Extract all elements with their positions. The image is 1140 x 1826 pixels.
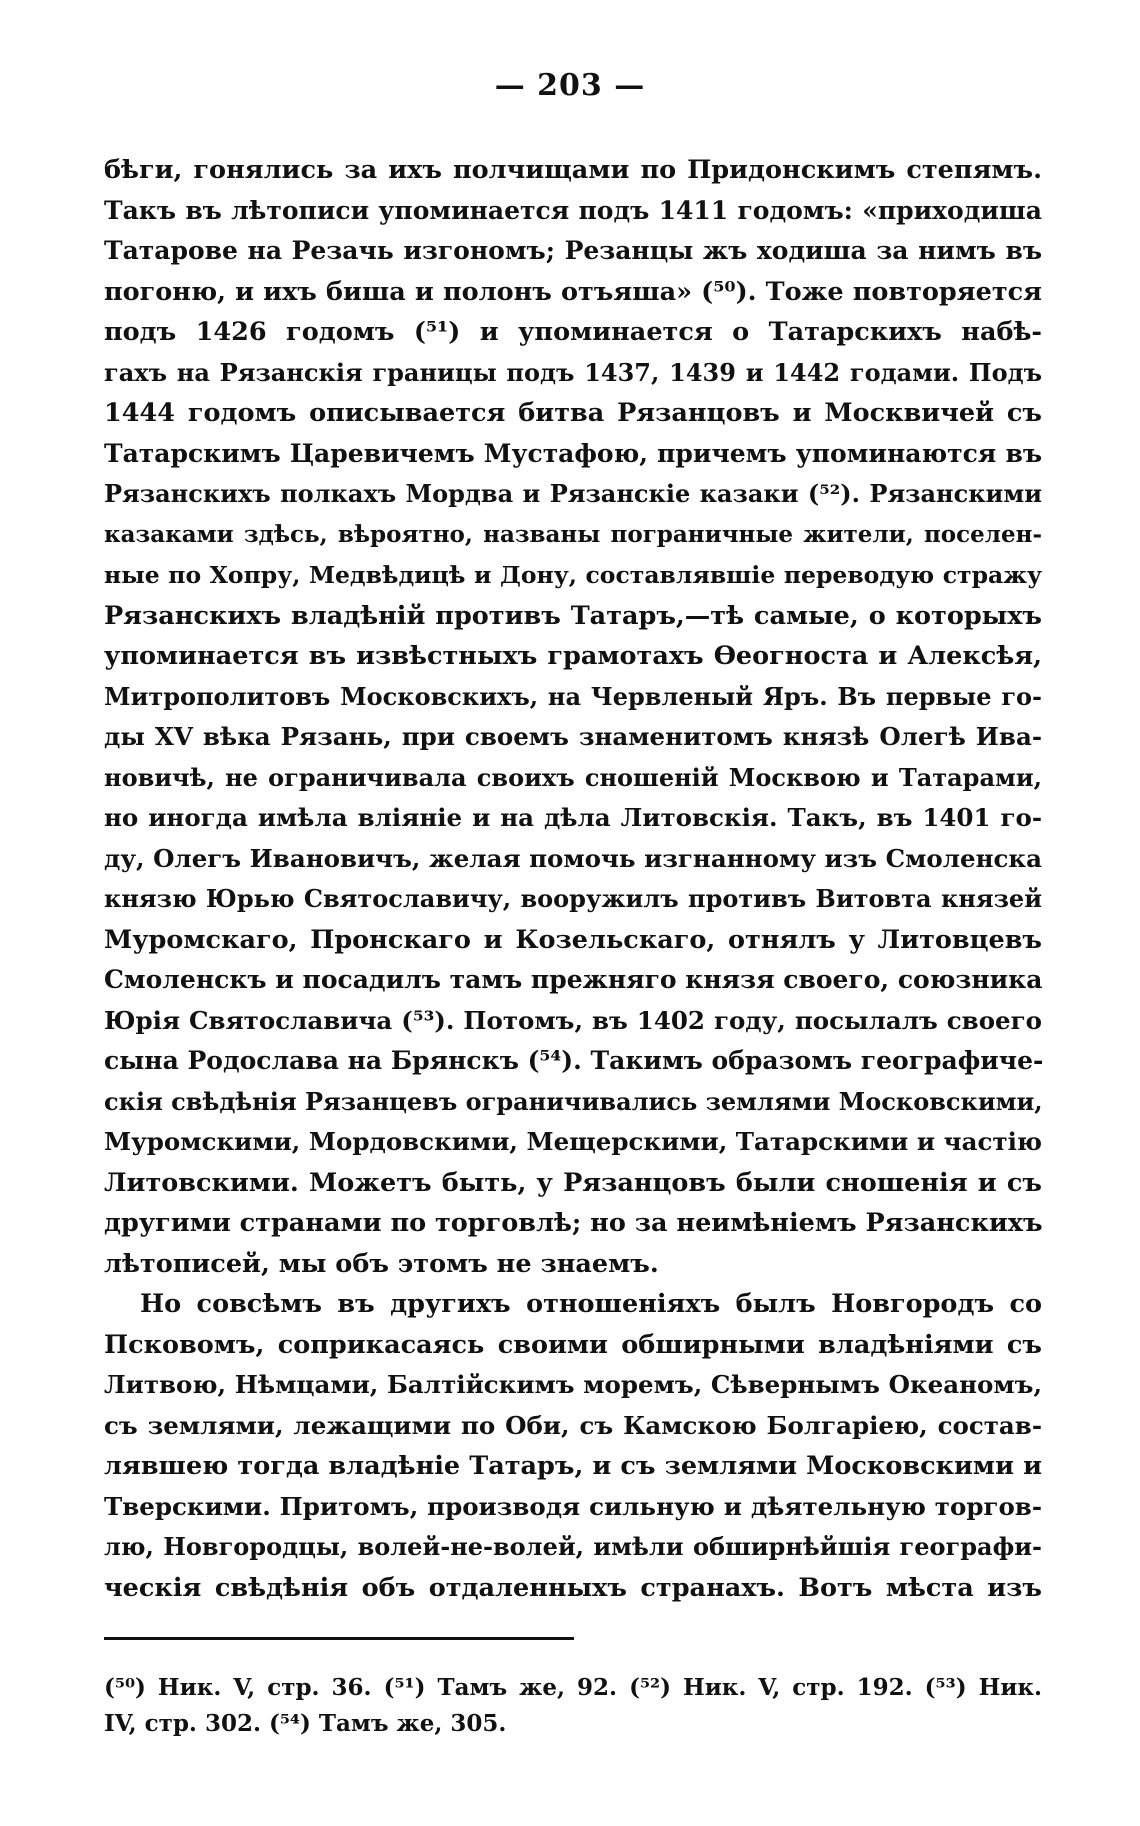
text-line: бѣги, гонялись за ихъ полчищами по Придонскимъ степямъ.	[104, 155, 1042, 185]
footnote-line: IV, стр. 302. (⁵⁴) Тамъ же, 305.	[104, 1710, 507, 1737]
text-line: сына Родослава на Брянскъ (⁵⁴). Такимъ образомъ географиче-	[104, 1046, 1044, 1075]
text-line: лявшею тогда владѣніе Татаръ, и съ землями Московскими и	[104, 1451, 1042, 1481]
text-line: Муромскаго, Пронскаго и Козельскаго, отнялъ у Литовцевъ	[104, 924, 1042, 955]
text-line: ды XV вѣка Рязань, при своемъ знаменитомъ князѣ Олегѣ Ива-	[104, 722, 1042, 751]
text-line: скія свѣдѣнія Рязанцевъ ограничивались землями Московскими,	[104, 1086, 1043, 1116]
body-text	[104, 150, 1042, 1608]
text-line: подъ 1426 годомъ (⁵¹) и упоминается о Татарскихъ набѣ-	[104, 317, 1042, 347]
text-line: Митрополитовъ Московскихъ, на Червленый Яръ. Въ первые го-	[104, 681, 1042, 711]
text-line: новичѣ, не ограничивала своихъ сношеній Москвою и Татарами,	[104, 762, 1042, 792]
text-line: Литовскими. Можетъ быть, у Рязанцовъ были сношенія и съ	[104, 1167, 1042, 1198]
text-line: Татарскимъ Царевичемъ Мустафою, причемъ упоминаются въ	[104, 438, 1042, 468]
text-line: Смоленскъ и посадилъ тамъ прежняго князя своего, союзника	[104, 965, 1043, 994]
text-line: ду, Олегъ Ивановичъ, желая помочь изгнанному изъ Смоленска	[104, 843, 1042, 873]
text-line: погоню, и ихъ биша и полонъ отъяша» (⁵⁰). Тоже повторяется	[104, 276, 1042, 307]
text-line-paragraph-start: Но совсѣмъ въ другихъ отношеніяхъ былъ Новгородъ со	[140, 1289, 1042, 1319]
text-line: 1444 годомъ описывается битва Рязанцовъ и Москвичей съ	[104, 398, 1042, 428]
text-line: казаками здѣсь, вѣроятно, названы пограничные жители, поселен-	[104, 520, 1042, 548]
text-line: Такъ въ лѣтописи упоминается подъ 1411 годомъ: «приходиша	[104, 195, 1042, 225]
text-line: Татарове на Резачь изгономъ; Резанцы жъ ходиша за нимъ въ	[104, 236, 1042, 265]
text-line: Тверскими. Притомъ, производя сильную и дѣятельную торгов-	[104, 1491, 1042, 1521]
text-line: Литвою, Нѣмцами, Балтійскимъ моремъ, Сѣвернымъ Океаномъ,	[104, 1370, 1042, 1399]
text-line: упоминается въ извѣстныхъ грамотахъ Ѳеогноста и Алексѣя,	[104, 641, 1042, 671]
text-line: князю Юрью Святославичу, вооружилъ противъ Витовта князей	[104, 884, 1042, 913]
text-line-paragraph-end: лѣтописей, мы объ этомъ не знаемъ.	[104, 1248, 659, 1279]
text-line: Муромскими, Мордовскими, Мещерскими, Татарскими и частію	[104, 1127, 1042, 1156]
text-line: Юрія Святославича (⁵³). Потомъ, въ 1402 году, посылалъ своего	[104, 1005, 1042, 1035]
text-line: Рязанскихъ полкахъ Мордва и Рязанскіе казаки (⁵²). Рязанскими	[104, 479, 1042, 508]
text-line: лю, Новгородцы, волей-не-волей, имѣли обширнѣйшія географи-	[104, 1532, 1042, 1561]
page-number: — 203 —	[494, 68, 646, 103]
text-line: ческія свѣдѣнія объ отдаленныхъ странахъ. Вотъ мѣста изъ	[104, 1572, 1042, 1603]
text-line: гахъ на Рязанскія границы подъ 1437, 1439 и 1442 годами. Подъ	[104, 357, 1042, 387]
footnote-divider	[104, 1637, 574, 1640]
text-line: съ землями, лежащими по Оби, съ Камскою Болгаріею, состав-	[104, 1410, 1042, 1440]
text-line: Рязанскихъ владѣній противъ Татаръ,—тѣ самые, о которыхъ	[104, 600, 1042, 631]
text-line: но иногда имѣла вліяніе и на дѣла Литовскія. Такъ, въ 1401 го-	[104, 803, 1042, 832]
text-line: другими странами по торговлѣ; но за неимѣніемъ Рязанскихъ	[104, 1208, 1043, 1238]
text-line: ные по Хопру, Медвѣдицѣ и Дону, составлявшіе переводую стражу	[104, 561, 1042, 589]
footnotes	[104, 1670, 1042, 1742]
text-line: Псковомъ, соприкасаясь своими обширными владѣніями съ	[104, 1329, 1042, 1360]
footnote-line: (⁵⁰) Ник. V, стр. 36. (⁵¹) Тамъ же, 92. (⁵²) Ник. V, стр. 192. (⁵³) Ник.	[104, 1674, 1042, 1701]
